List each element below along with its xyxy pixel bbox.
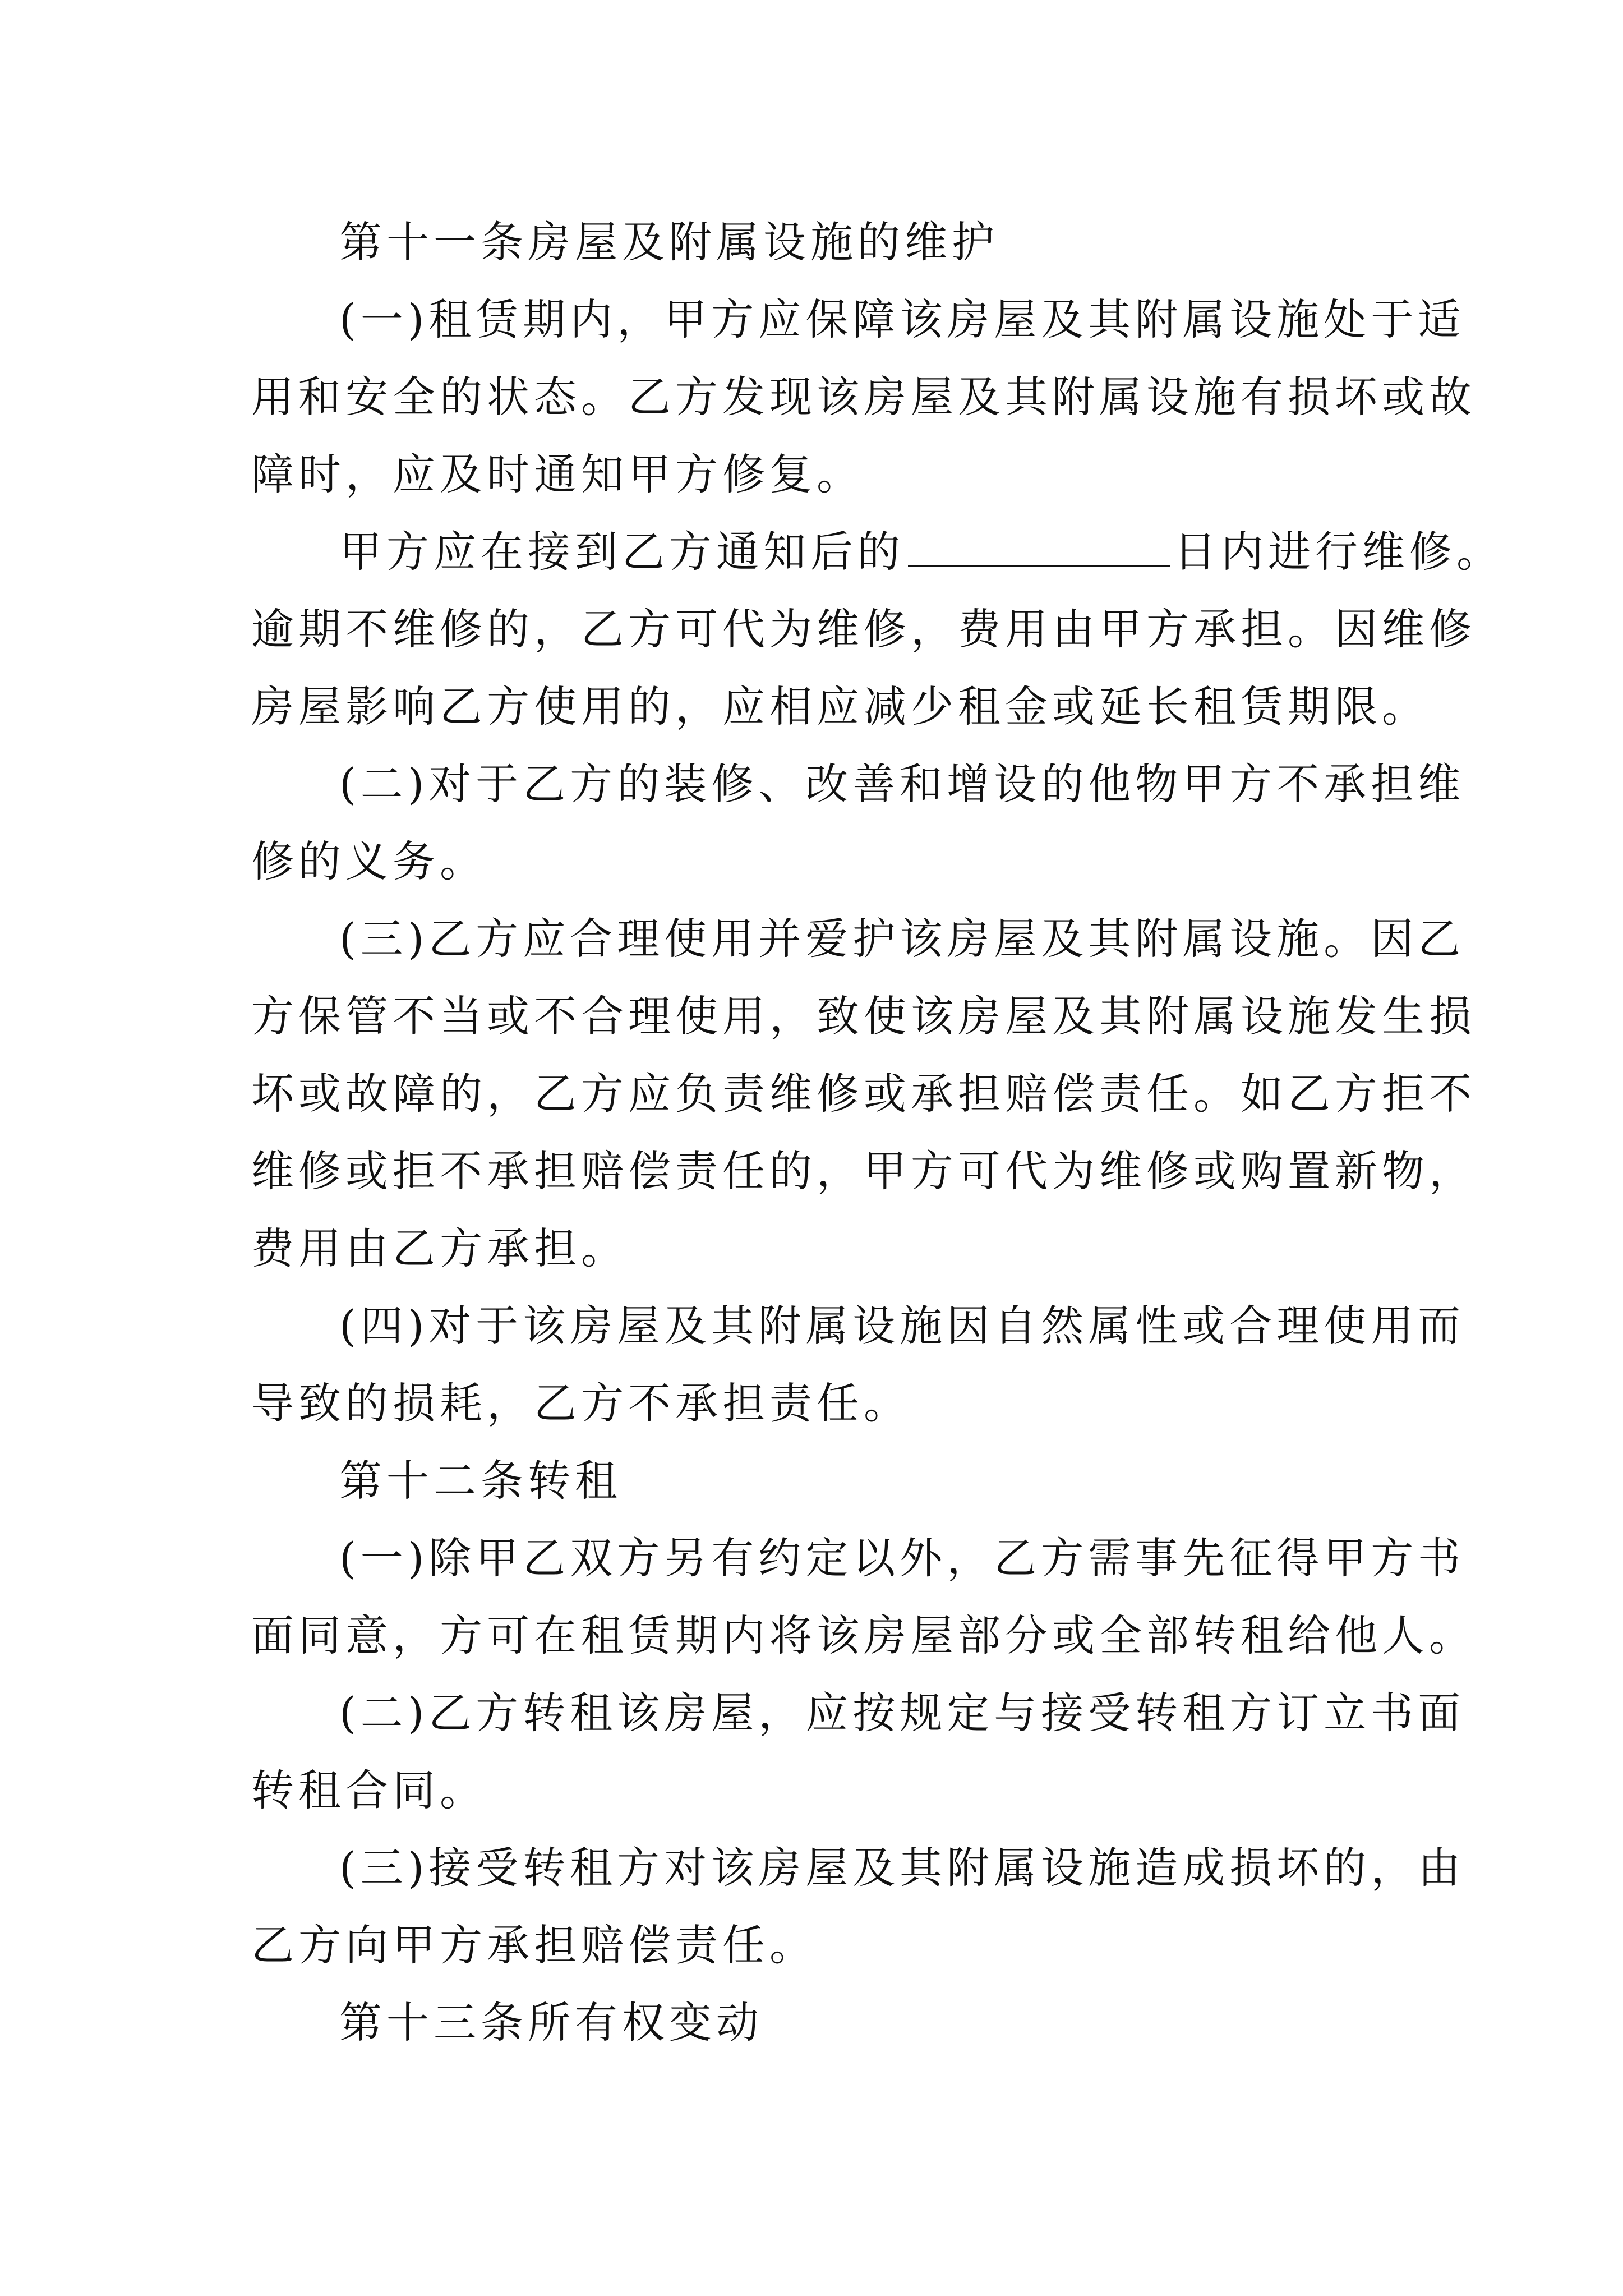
- paragraph-line: 逾期不维修的，乙方可代为维修，费用由甲方承担。因维修: [251, 604, 1476, 654]
- paragraph-line: (一)租赁期内，甲方应保障该房屋及其附属设施处于适: [339, 295, 1465, 344]
- paragraph-line-with-blank: [339, 513, 1504, 591]
- paragraph-line: 用和安全的状态。乙方发现该房屋及其附属设施有损坏或故: [251, 372, 1476, 422]
- paragraph-line: 坏或故障的，乙方应负责维修或承担赔偿责任。如乙方拒不: [251, 1069, 1476, 1119]
- paragraph-line: 乙方向甲方承担赔偿责任。: [251, 1920, 817, 1970]
- paragraph-text: 甲方应在接到乙方通知后的: [339, 527, 905, 577]
- paragraph-line: 方保管不当或不合理使用，致使该房屋及其附属设施发生损: [251, 991, 1476, 1041]
- article-11-heading: 第十一条房屋及附属设施的维护: [339, 217, 999, 267]
- paragraph-line: 转租合同。: [251, 1765, 487, 1815]
- paragraph-line: (二)乙方转租该房屋，应按规定与接受转租方订立书面: [339, 1688, 1465, 1738]
- paragraph-line: 修的义务。: [251, 836, 487, 886]
- paragraph-line: (四)对于该房屋及其附属设施因自然属性或合理使用而: [339, 1301, 1465, 1351]
- paragraph-text: 日内进行维修。: [1174, 527, 1504, 577]
- paragraph-line: (三)接受转租方对该房屋及其附属设施造成损坏的，由: [339, 1843, 1465, 1893]
- paragraph-line: 房屋影响乙方使用的，应相应减少租金或延长租赁期限。: [251, 682, 1429, 731]
- paragraph-line: 障时，应及时通知甲方修复。: [251, 449, 864, 499]
- paragraph-line: 面同意，方可在租赁期内将该房屋部分或全部转租给他人。: [251, 1611, 1476, 1660]
- article-12-heading: 第十二条转租: [339, 1456, 622, 1506]
- fill-in-blank[interactable]: [908, 526, 1170, 567]
- paragraph-line: 费用由乙方承担。: [251, 1223, 628, 1273]
- paragraph-line: (二)对于乙方的装修、改善和增设的他物甲方不承担维: [339, 759, 1465, 809]
- article-13-heading: 第十三条所有权变动: [339, 1998, 763, 2047]
- paragraph-line: (一)除甲乙双方另有约定以外，乙方需事先征得甲方书: [339, 1533, 1465, 1583]
- paragraph-line: 维修或拒不承担赔偿责任的，甲方可代为维修或购置新物，: [251, 1146, 1476, 1196]
- paragraph-line: (三)乙方应合理使用并爱护该房屋及其附属设施。因乙: [339, 914, 1465, 964]
- paragraph-line: 导致的损耗，乙方不承担责任。: [251, 1378, 911, 1428]
